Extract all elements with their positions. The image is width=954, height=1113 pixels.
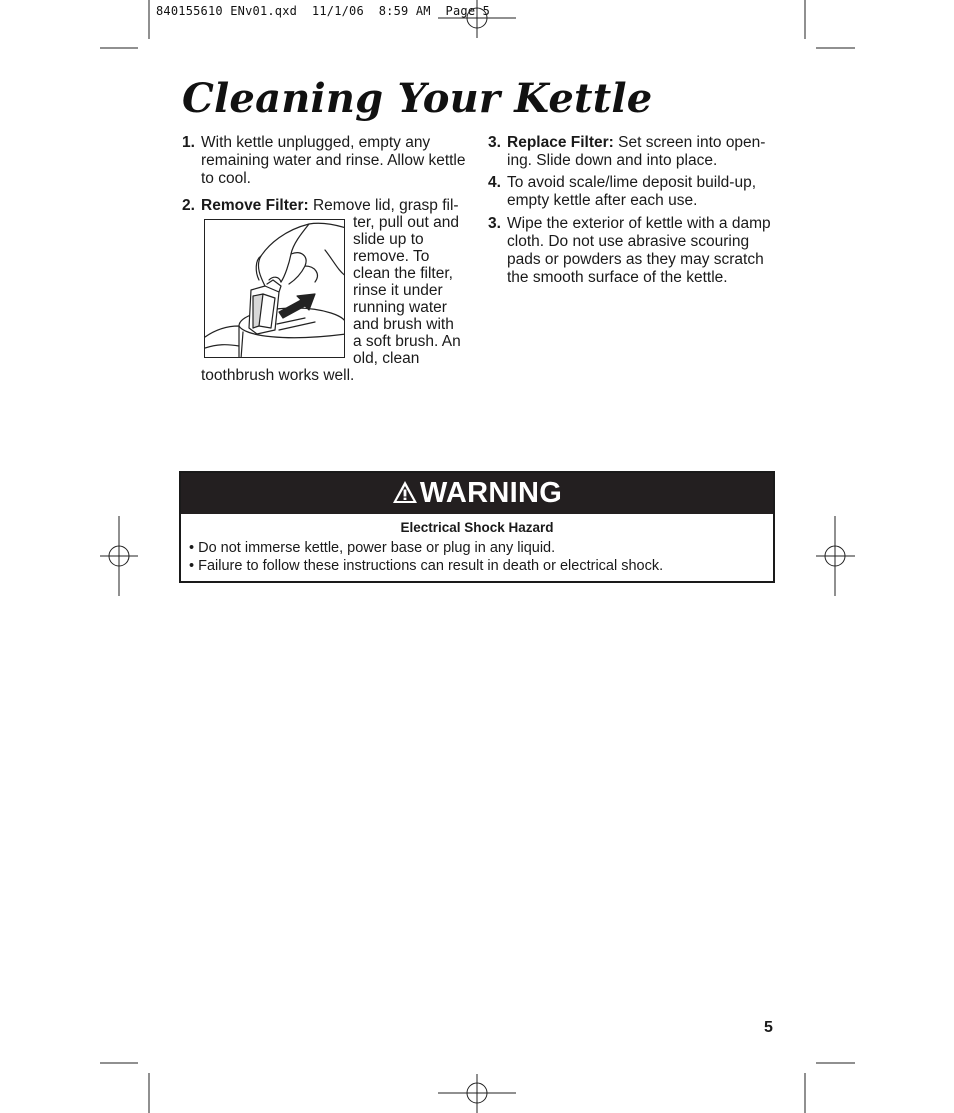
step-5-number: 3. bbox=[488, 215, 501, 232]
warning-title: WARNING bbox=[419, 477, 563, 509]
warning-triangle-icon bbox=[392, 480, 418, 504]
registration-mark-top bbox=[438, 0, 516, 38]
step-5-text: Wipe the exterior of kettle with a damp cloth. Do not use abrasive scouring pads or powders as they may scratch the smooth surface of the kettle. bbox=[507, 215, 771, 286]
registration-mark-left bbox=[100, 516, 138, 596]
warning-bullet-1: • Do not immerse kettle, power base or plug in any liquid. bbox=[189, 540, 556, 556]
step-2-line-9: a soft brush. An bbox=[353, 333, 461, 350]
step-2-line-10: old, clean bbox=[353, 350, 420, 367]
step-3-label: Replace Filter: bbox=[507, 134, 614, 151]
step-2-line-5: clean the filter, bbox=[353, 265, 453, 282]
step-2-label: Remove Filter: bbox=[201, 197, 309, 214]
warning-header bbox=[181, 473, 773, 514]
filter-removal-illustration bbox=[204, 219, 345, 358]
page-title: Cleaning Your Kettle bbox=[182, 75, 653, 122]
step-3-number: 3. bbox=[488, 134, 501, 151]
step-2-line-6: rinse it under bbox=[353, 282, 443, 299]
step-2-number: 2. bbox=[182, 197, 195, 214]
step-3 bbox=[488, 134, 780, 170]
step-1 bbox=[182, 134, 466, 188]
step-2-line-1-text: Remove lid, grasp fil- bbox=[308, 197, 459, 214]
step-2-line-8: and brush with bbox=[353, 316, 454, 333]
step-5 bbox=[488, 215, 773, 287]
warning-box bbox=[179, 471, 775, 583]
step-4-number: 4. bbox=[488, 174, 501, 191]
hazard-heading: Electrical Shock Hazard bbox=[400, 520, 554, 535]
step-2-line-4: remove. To bbox=[353, 248, 430, 265]
hand-removing-filter-icon bbox=[205, 220, 345, 358]
step-4-text: To avoid scale/lime deposit build-up, empty kettle after each use. bbox=[507, 174, 756, 209]
page-number: 5 bbox=[764, 1019, 773, 1036]
registration-mark-right bbox=[816, 516, 855, 596]
step-1-number: 1. bbox=[182, 134, 195, 151]
step-2-line-3: slide up to bbox=[353, 231, 424, 248]
step-2-line-2: ter, pull out and bbox=[353, 214, 459, 231]
print-slug: 840155610 ENv01.qxd 11/1/06 8:59 AM Page 5 bbox=[156, 4, 491, 18]
step-2-line-11: toothbrush works well. bbox=[201, 367, 355, 384]
registration-mark-bottom bbox=[438, 1074, 516, 1113]
warning-bullet-2: • Failure to follow these instructions can result in death or electrical shock. bbox=[189, 558, 664, 574]
step-3-body bbox=[507, 134, 780, 170]
step-2-line-7: running water bbox=[353, 299, 447, 316]
step-1-text: With kettle unplugged, empty any remaining water and rinse. Allow kettle to cool. bbox=[201, 134, 466, 187]
step-3-text: Set screen into open-ing. Slide down and into place. bbox=[507, 134, 766, 169]
step-2-line-1 bbox=[201, 197, 459, 215]
step-4 bbox=[488, 174, 780, 210]
